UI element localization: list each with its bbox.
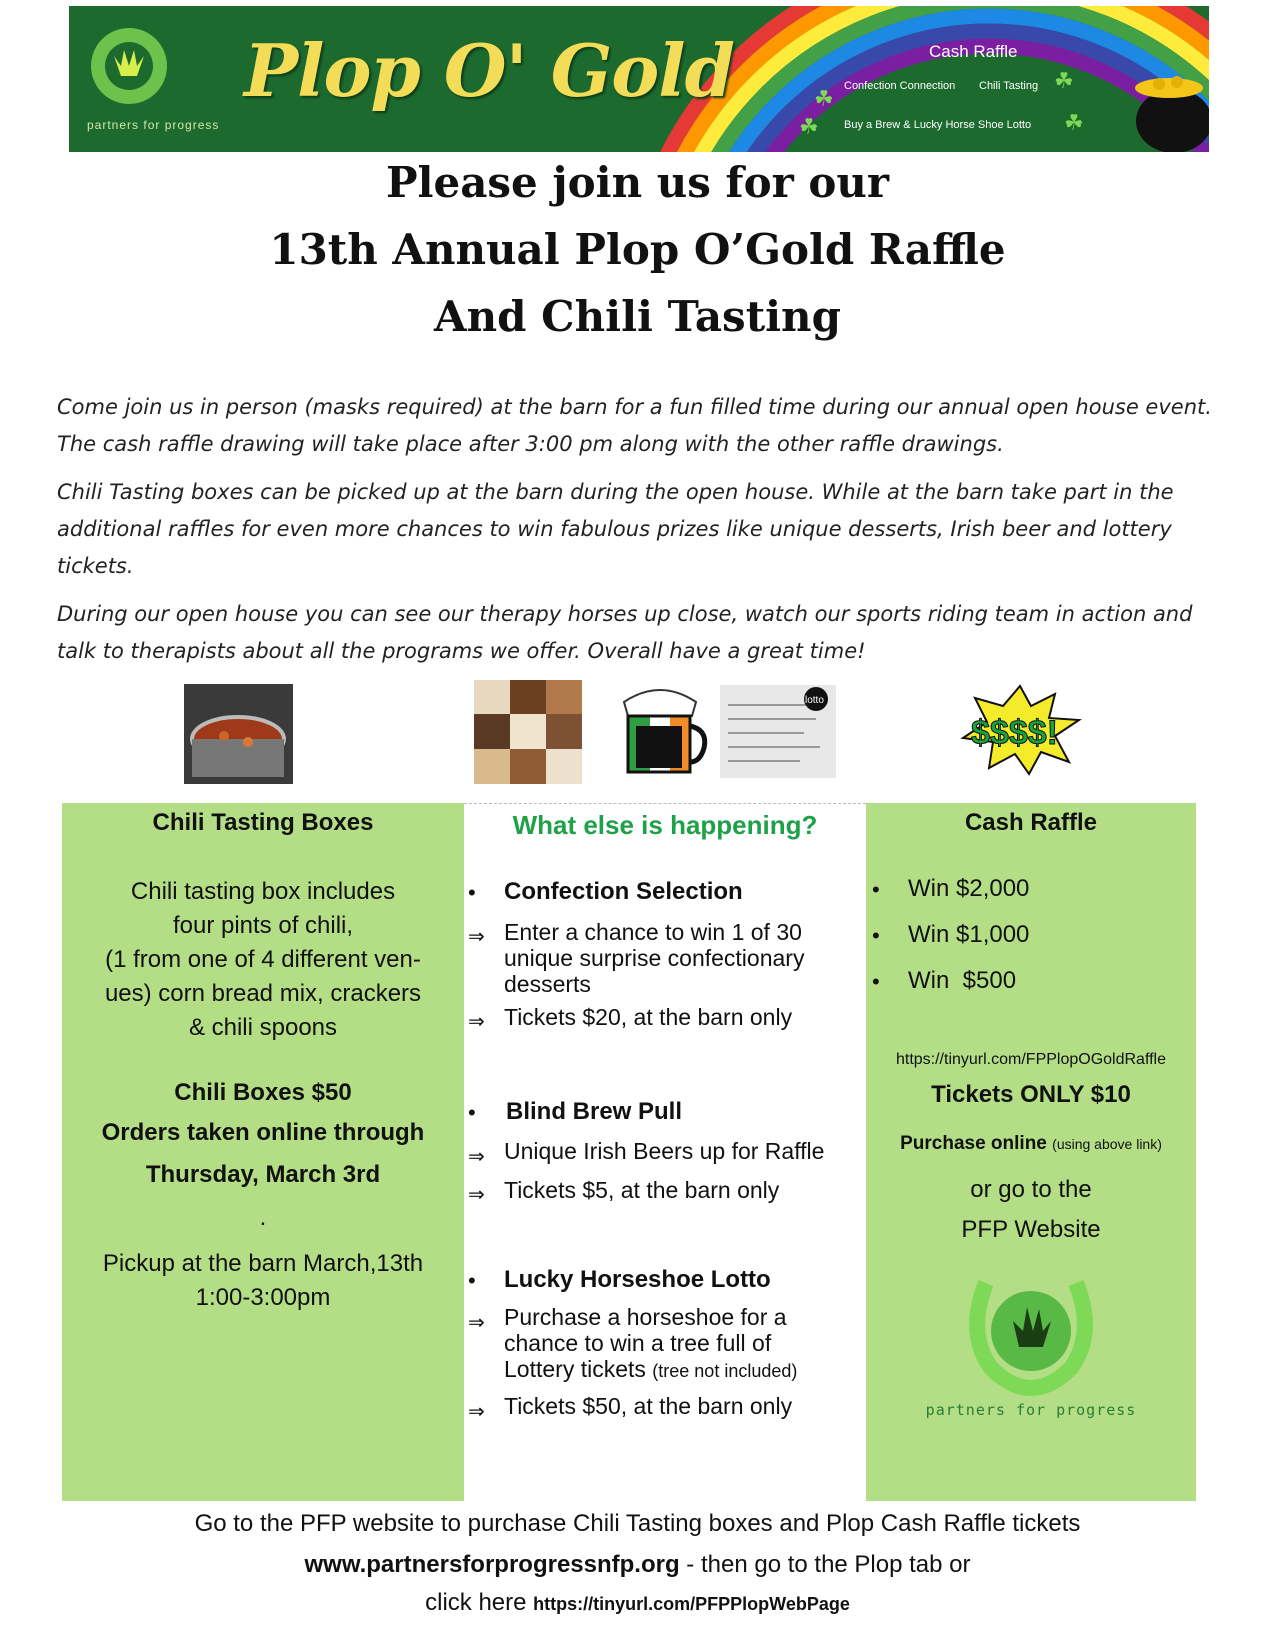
clover-icon: ☘ — [814, 86, 834, 111]
separator-dot: . — [259, 1204, 267, 1231]
chili-desc-line: Chili tasting box includes — [130, 878, 396, 905]
chili-desc-line: & chili spoons — [188, 1014, 338, 1041]
chili-desc-line: ues) corn bread mix, crackers — [104, 980, 422, 1007]
intro-text — [57, 389, 1227, 681]
raffle-url-link[interactable]: https://tinyurl.com/FPPlopOGoldRaffle — [895, 1051, 1167, 1068]
footer-line1: Go to the PFP website to purchase Chili Tasting boxes and Plop Cash Raffle tickets — [194, 1510, 1081, 1537]
raffle-ticket-price: Tickets ONLY $10 — [931, 1081, 1131, 1108]
prize-line: Win $1,000 — [908, 921, 1030, 948]
intro-paragraph: Chili Tasting boxes can be picked up at the barn during the open house. While at the barn take part in the additional raffles for even more chances to win fabulous prizes like unique desserts, Irish beer and lottery tickets. — [57, 480, 1174, 578]
banner-confection: Confection Connection — [844, 80, 956, 92]
cash-raffle-title: Cash Raffle — [964, 809, 1098, 836]
lotto-ticket-image — [720, 685, 836, 778]
arrow-icon: ⇒ — [468, 1011, 485, 1033]
prize-line: Win $500 — [908, 967, 1017, 994]
lotto-price: Tickets $50, at the barn only — [504, 1393, 793, 1419]
bullet: • — [872, 923, 880, 948]
arrow-icon: ⇒ — [468, 1312, 485, 1334]
clover-icon: ☘ — [1064, 110, 1084, 135]
chili-orders-date: Thursday, March 3rd — [145, 1161, 381, 1188]
pfp-logo — [961, 1273, 1101, 1403]
arrow-icon: ⇒ — [468, 1184, 485, 1206]
lotto-title: Lucky Horseshoe Lotto — [504, 1266, 771, 1293]
events-panel — [464, 803, 866, 1502]
intro-paragraph: During our open house you can see our therapy horses up close, watch our sports riding team in action and talk to therapists about all the programs we offer. Overall have a great time! — [57, 602, 1193, 663]
bullet: • — [468, 880, 476, 905]
bullet: • — [872, 969, 880, 994]
chili-boxes-panel — [62, 803, 464, 1501]
footer-line2: www.partnersforprogressnfp.org - then go to the Plop tab or — [304, 1551, 971, 1578]
pfp-logo-text: partners for progress — [925, 1401, 1137, 1419]
purchase-online: Purchase online (using above link) — [900, 1133, 1162, 1154]
intro-paragraph: Come join us in person (masks required) at the barn for a fun filled time during our annual open house event. The cash raffle drawing will take place after 3:00 pm along with the other raffle drawings. — [57, 395, 1212, 456]
cash-raffle-panel — [866, 803, 1196, 1501]
banner-brew: Buy a Brew & Lucky Horse Shoe Lotto — [844, 119, 1032, 131]
header-banner — [69, 6, 1209, 152]
headline-line2: 13th Annual Plop O’Gold Raffle — [269, 225, 1006, 274]
confection-price: Tickets $20, at the barn only — [504, 1004, 793, 1030]
brew-price: Tickets $5, at the barn only — [504, 1177, 780, 1203]
chili-boxes-title: Chili Tasting Boxes — [152, 809, 374, 836]
lotto-detail: Purchase a horseshoe for a chance to win a tree full of Lottery tickets (tree not included) — [504, 1304, 798, 1382]
headline-line1: Please join us for our — [385, 158, 890, 207]
headline-line3: And Chili Tasting — [434, 292, 841, 341]
brew-detail: Unique Irish Beers up for Raffle — [504, 1138, 825, 1164]
cash-burst-icon — [957, 684, 1083, 776]
pickup-time: 1:00-3:00pm — [195, 1284, 331, 1311]
prize-line: Win $2,000 — [908, 875, 1030, 902]
chili-pot-image — [184, 684, 293, 784]
events-title: What else is happening? — [512, 810, 818, 840]
bullet: • — [872, 877, 880, 902]
arrow-icon: ⇒ — [468, 926, 485, 948]
web-page-link[interactable]: https://tinyurl.com/PFPPlopWebPage — [533, 1594, 850, 1614]
bullet: • — [468, 1268, 476, 1293]
arrow-icon: ⇒ — [468, 1146, 485, 1168]
banner-cash-raffle: Cash Raffle — [929, 42, 1018, 61]
chili-price: Chili Boxes $50 — [174, 1079, 352, 1106]
banner-org: partners for progress — [87, 118, 220, 132]
chili-orders-line: Orders taken online through — [101, 1119, 425, 1146]
confection-title: Confection Selection — [504, 878, 743, 905]
pickup-line: Pickup at the barn March,13th — [102, 1250, 424, 1277]
irish-beer-icon — [612, 682, 708, 778]
chili-desc-line: four pints of chili, — [172, 912, 354, 939]
or-go-line: or go to the — [970, 1176, 1092, 1203]
site-link[interactable]: www.partnersforprogressnfp.org — [304, 1551, 680, 1578]
banner-title: Plop O' Gold — [244, 28, 734, 113]
chili-desc-line: (1 from one of 4 different ven- — [105, 946, 421, 973]
cash-burst-text: $$$$! — [971, 714, 1058, 752]
clover-icon: ☘ — [1054, 68, 1074, 93]
arrow-icon: ⇒ — [468, 1401, 485, 1423]
pfp-website-line: PFP Website — [961, 1216, 1101, 1243]
lotto-logo-text: lotto — [805, 695, 824, 706]
banner-chili: Chili Tasting — [979, 80, 1039, 92]
desserts-image — [474, 680, 582, 784]
confection-detail: Enter a chance to win 1 of 30 unique surprise confectionary desserts — [504, 919, 805, 997]
footer-line3: click here https://tinyurl.com/PFPPlopWebPage — [425, 1589, 850, 1616]
bullet: • — [468, 1100, 476, 1125]
clover-icon: ☘ — [799, 114, 819, 139]
brew-title: Blind Brew Pull — [506, 1098, 683, 1125]
